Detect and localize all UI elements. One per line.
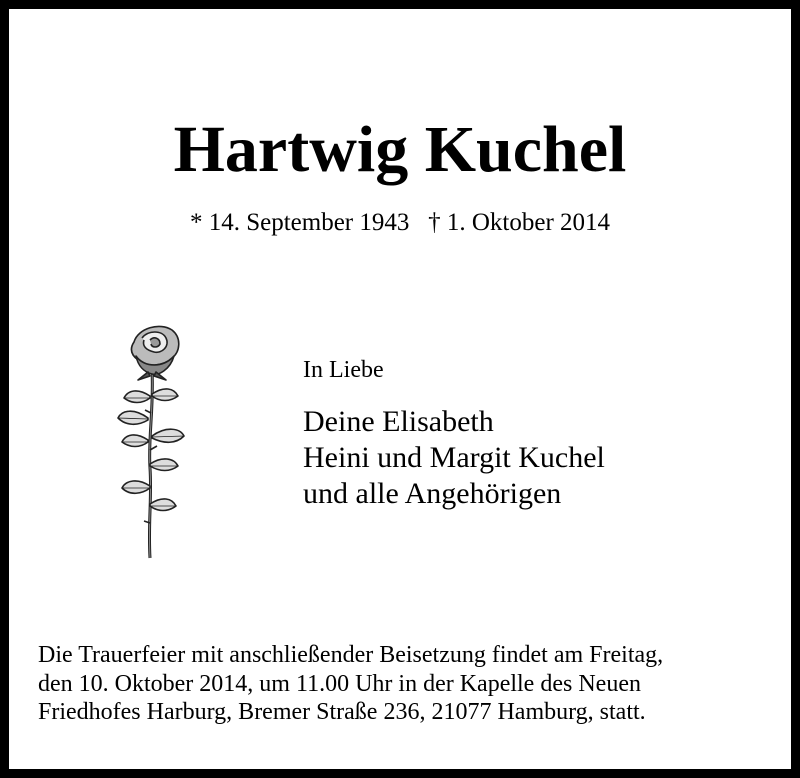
dedication: In Liebe — [303, 357, 384, 383]
death-date: † 1. Oktober 2014 — [428, 209, 611, 236]
rose-icon — [108, 318, 200, 566]
notice-line: Friedhofes Harburg, Bremer Straße 236, 21077 Hamburg, statt. — [38, 699, 646, 725]
funeral-notice — [38, 641, 663, 727]
mourner-line: und alle Angehörigen — [303, 477, 562, 510]
birth-date: * 14. September 1943 — [189, 209, 410, 236]
mourner-line: Heini und Margit Kuchel — [303, 441, 605, 474]
mourners-list — [303, 404, 605, 512]
deceased-name: Hartwig Kuchel — [173, 113, 627, 186]
life-dates — [0, 208, 800, 238]
notice-line: den 10. Oktober 2014, um 11.00 Uhr in der Kapelle des Neuen — [38, 670, 641, 697]
notice-line: Die Trauerfeier mit anschließender Beisetzung findet am Freitag, — [38, 642, 664, 668]
mourner-line: Deine Elisabeth — [303, 405, 494, 438]
